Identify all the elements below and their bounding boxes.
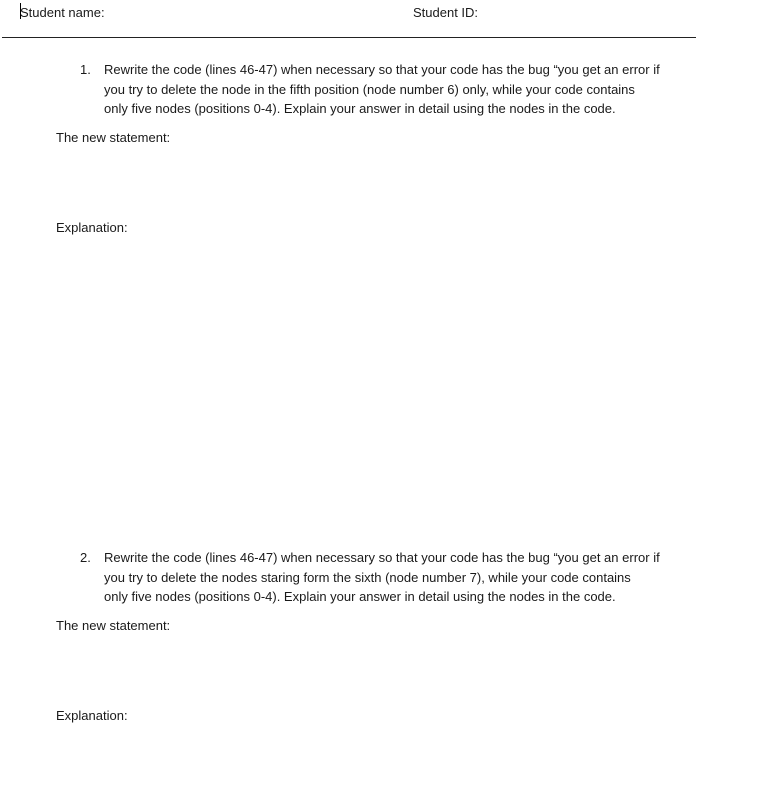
question-2-line: you try to delete the nodes staring form the sixth (node number 7), while your code contains [104, 569, 631, 585]
question-1-line: only five nodes (positions 0-4). Explain your answer in detail using the nodes in the code. [104, 101, 616, 116]
question-1-statement-label: The new statement: [56, 130, 171, 145]
question-2-explanation-label: Explanation: [56, 708, 128, 723]
header-divider [2, 37, 696, 38]
student-id-label: Student ID: [413, 5, 479, 20]
question-2-line: only five nodes (positions 0-4). Explain your answer in detail using the nodes in the code. [104, 589, 616, 604]
question-1-line: you try to delete the node in the fifth position (node number 6) only, while your code contains [104, 81, 635, 97]
question-2-text [104, 548, 694, 607]
student-name-label: Student name: [20, 5, 105, 20]
question-2-statement-label: The new statement: [56, 618, 171, 633]
question-1-number: 1. [80, 62, 91, 77]
question-1-text [104, 60, 694, 119]
question-2-line: Rewrite the code (lines 46-47) when necessary so that your code has the bug “you get an error if [104, 550, 660, 565]
question-1-line: Rewrite the code (lines 46-47) when necessary so that your code has the bug “you get an error if [104, 62, 660, 77]
question-2-number: 2. [80, 550, 91, 565]
question-1-explanation-label: Explanation: [56, 220, 128, 235]
